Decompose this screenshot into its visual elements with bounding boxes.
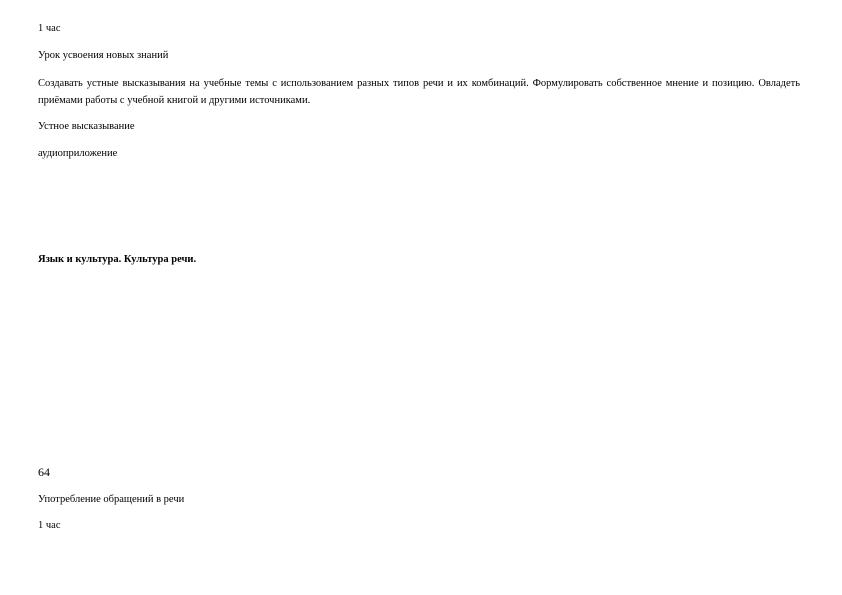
- lesson-hours: 1 час: [38, 23, 61, 34]
- section-heading: Язык и культура. Культура речи.: [38, 254, 197, 265]
- lesson-type: Урок усвоения новых знаний: [38, 50, 169, 61]
- lesson-activities: Создавать устные высказывания на учебные темы с использованием разных типов речи и их комбинаций. Формулировать собственное мнение и позицию. Овладеть приёмами работы с учебной книгой и другими источниками.: [38, 78, 800, 106]
- lesson-hours-2: 1 час: [38, 520, 61, 531]
- resources: аудиоприложение: [38, 148, 118, 159]
- control-form: Устное высказывание: [38, 121, 135, 132]
- lesson-number: 64: [38, 465, 50, 479]
- lesson-topic: Употребление обращений в речи: [38, 494, 185, 505]
